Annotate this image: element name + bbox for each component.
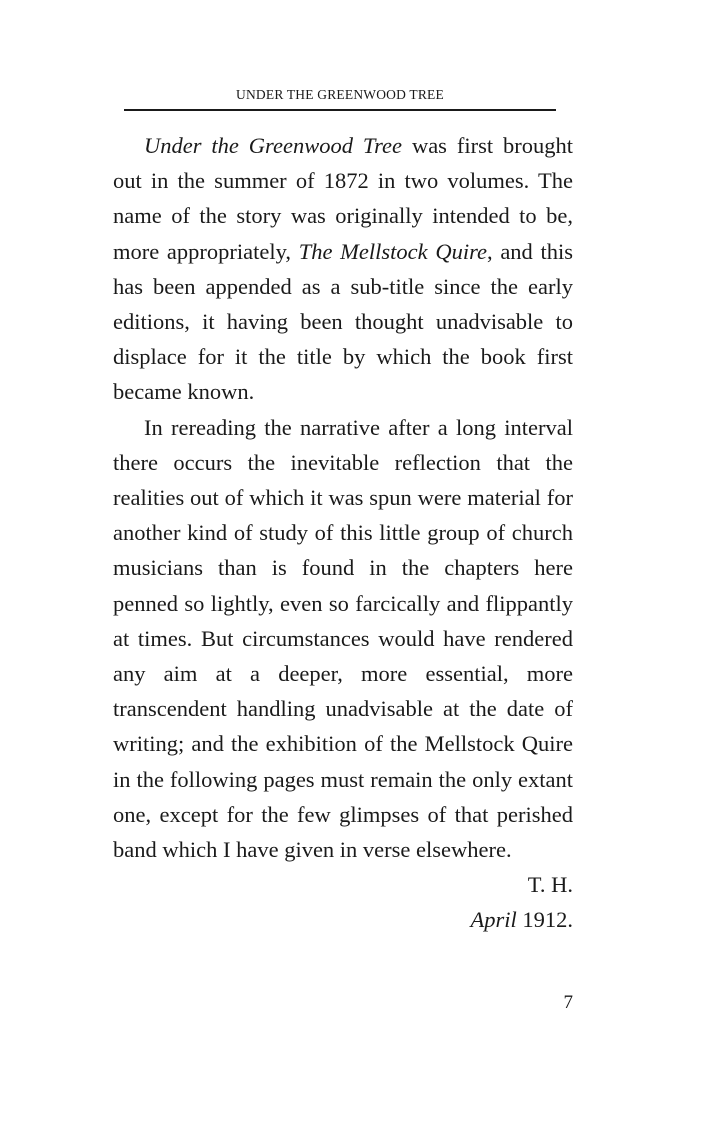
alternate-title: The Mellstock Quire [298,238,487,264]
preface-body [113,128,573,938]
paragraph-1-text-a: was first brought out in the summer of 1872 in two volumes. The name of the story was originally intended to be, more appropriately, [113,133,573,264]
book-title: Under the Greenwood Tree [144,133,403,158]
paragraph-1-text-b: , and this has been appended as a sub-title since the early editions, it having been thought unadvisable to displace for it the title by which the book first became known. [113,238,574,405]
running-head: UNDER THE GREENWOOD TREE [236,87,444,102]
signature-date [113,902,573,937]
page-number: 7 [563,992,573,1013]
signature-month: April [470,907,517,933]
paragraph-2: In rereading the narrative after a long interval there occurs the inevitable reflection that the realities out of which it was spun were material for another kind of study of this little group of church musicians than is found in the chapters here penned so lightly, even so farcically and flippantly at times. But circumstances would have rendered any aim at a deeper, more essential, more transcendent handling unadvisable at the date of writing; and the exhibition of the Mellstock Quire in the following pages must remain the only extant one, except for the few glimpses of that perished band which I have given in verse elsewhere. [113,414,573,863]
signature-initials: T. H. [527,872,573,898]
header-rule [124,109,556,111]
signature-year: 1912. [516,907,573,933]
paragraph-1 [113,128,573,410]
